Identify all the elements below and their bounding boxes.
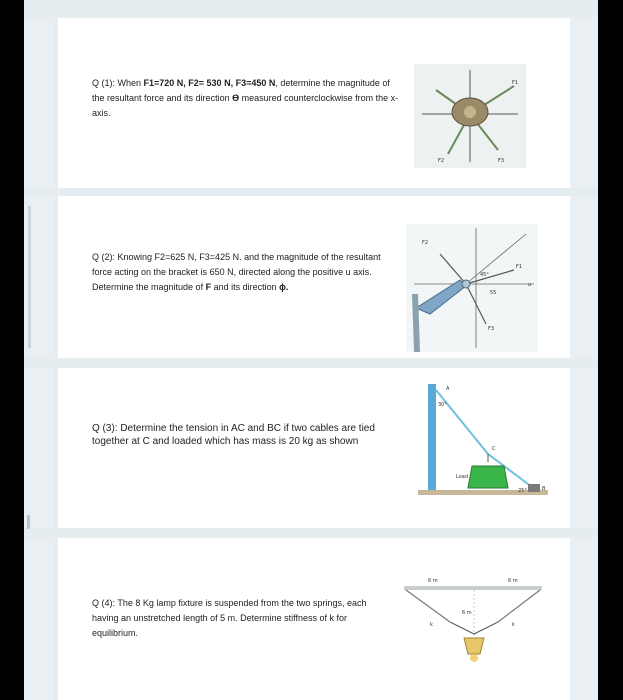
right-gutter-3	[570, 368, 598, 528]
question-card-4	[58, 538, 584, 700]
question-2-figure	[406, 224, 538, 352]
question-1-text: Q (1): When F1=720 N, F2= 530 N, F3=450 N, determine the magnitude of the resultant force and its direction ϴ measured counterclockwise from the x-axis.	[92, 78, 399, 118]
left-gutter-3	[24, 368, 54, 528]
question-4-figure	[398, 574, 548, 668]
left-gutter-1	[24, 18, 54, 188]
fig4-dim-1: 6 m	[428, 578, 438, 584]
fig2-angle-1: 45°	[480, 272, 489, 278]
fig1-f1-label: F1	[512, 80, 519, 86]
right-gutter-4	[570, 538, 598, 700]
fig3-load-label: Load	[456, 474, 468, 480]
left-gutter-2	[24, 196, 54, 358]
fig3-c-label: C	[492, 446, 496, 452]
fig3-b-label: B	[542, 486, 546, 492]
fig3-a-label: A	[446, 386, 450, 392]
fig1-f2-label: F2	[438, 158, 445, 164]
right-gutter-2	[570, 196, 598, 358]
fig2-f1-label: F1	[516, 264, 523, 270]
fig3-angle-2: 25°	[518, 488, 527, 494]
fig1-f3-label: F3	[498, 158, 505, 164]
question-card-1	[58, 18, 584, 188]
question-3-text: Q (3): Determine the tension in AC and BC if two cables are tied together at C and loaded which has mass is 20 kg as shown	[92, 423, 375, 447]
document-page	[24, 0, 598, 700]
left-gutter-4	[24, 538, 54, 700]
fig2-f3-label: F3	[488, 326, 495, 332]
fig3-angle-1: 30°	[438, 402, 447, 408]
fig4-dim-3: 6 m	[462, 610, 472, 616]
fig4-k-left: k	[430, 622, 433, 628]
fig4-k-right: k	[512, 622, 515, 628]
fig2-f2-label: F2	[422, 240, 429, 246]
question-3-figure	[418, 382, 548, 508]
right-gutter-1	[570, 18, 598, 188]
fig2-angle-2: 55	[490, 290, 497, 296]
question-card-2	[58, 196, 584, 358]
fig4-dim-2: 6 m	[508, 578, 518, 584]
question-4-text: Q (4): The 8 Kg lamp fixture is suspended from the two springs, each having an unstretched length of 5 m. Determine stiffness of k for equilibrium.	[92, 598, 367, 638]
question-2-text: Q (2): Knowing F2=625 N, F3=425 N. and the magnitude of the resultant force acting on the bracket is 650 N, directed along the positive u axis. Determine the magnitude of F and its direction ɸ.	[92, 252, 381, 292]
question-card-3	[58, 368, 584, 528]
fig2-u-label: u	[528, 282, 532, 288]
scroll-indicator[interactable]	[27, 515, 30, 529]
question-1-figure	[414, 64, 526, 168]
